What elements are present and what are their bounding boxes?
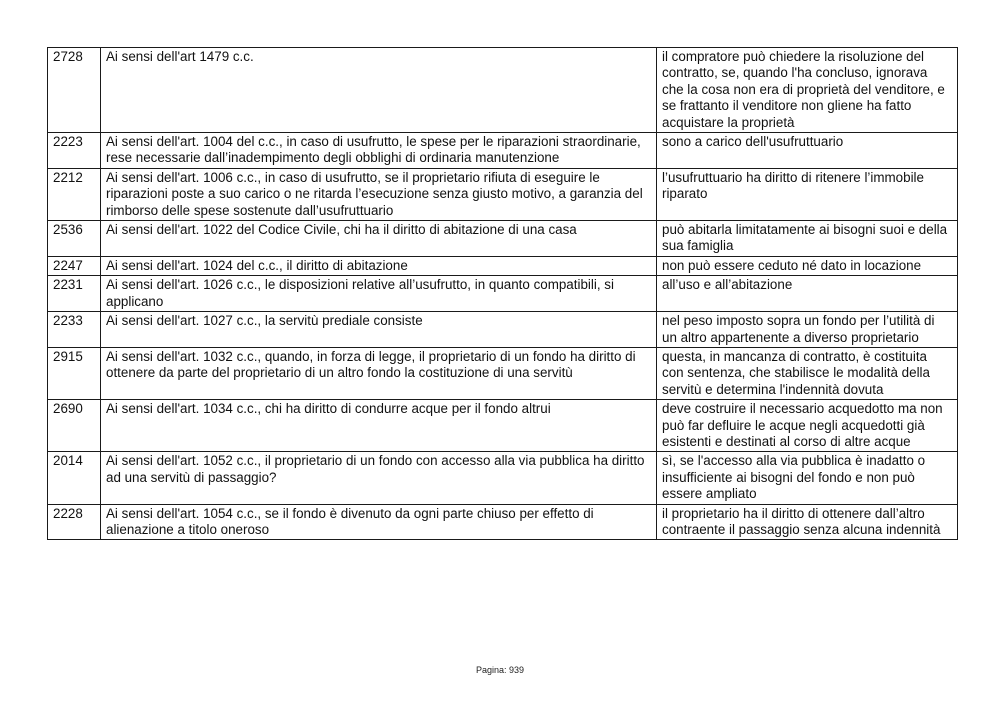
row-id: 2247 — [48, 256, 101, 275]
table-body — [48, 48, 958, 540]
row-question: Ai sensi dell'art. 1034 c.c., chi ha diritto di condurre acque per il fondo altrui — [101, 400, 657, 452]
question-answer-table — [47, 47, 958, 540]
row-id: 2212 — [48, 168, 101, 220]
row-question: Ai sensi dell'art. 1032 c.c., quando, in forza di legge, il proprietario di un fondo ha diritto di ottenere da parte del proprietario di un altro fondo la costituzione di una servitù — [101, 347, 657, 399]
table-row — [48, 276, 958, 312]
table-row — [48, 256, 958, 275]
row-answer: il proprietario ha il diritto di ottenere dall’altro contraente il passaggio senza alcuna indennità — [657, 504, 958, 540]
row-question: Ai sensi dell'art. 1052 c.c., il proprietario di un fondo con accesso alla via pubblica ha diritto ad una servitù di passaggio? — [101, 452, 657, 504]
row-id: 2690 — [48, 400, 101, 452]
row-id: 2233 — [48, 312, 101, 348]
row-answer: non può essere ceduto né dato in locazione — [657, 256, 958, 275]
page-number: Pagina: 939 — [475, 665, 525, 675]
table-row — [48, 452, 958, 504]
row-question: Ai sensi dell'art. 1027 c.c., la servitù prediale consiste — [101, 312, 657, 348]
row-question: Ai sensi dell'art. 1054 c.c., se il fondo è divenuto da ogni parte chiuso per effetto di alienazione a titolo oneroso — [101, 504, 657, 540]
table-row — [48, 400, 958, 452]
row-question: Ai sensi dell'art. 1006 c.c., in caso di usufrutto, se il proprietario rifiuta di eseguire le riparazioni poste a suo carico o ne ritarda l’esecuzione senza giusto motivo, a garanzia del rimborso delle spese sostenute dall’usufruttuario — [101, 168, 657, 220]
row-id: 2231 — [48, 276, 101, 312]
table-row — [48, 312, 958, 348]
table-row — [48, 504, 958, 540]
row-id: 2536 — [48, 221, 101, 257]
row-id: 2728 — [48, 48, 101, 133]
row-answer: sono a carico dell'usufruttuario — [657, 133, 958, 169]
row-answer: deve costruire il necessario acquedotto ma non può far defluire le acque negli acquedotti già esistenti e destinati al corso di altre acque — [657, 400, 958, 452]
row-question: Ai sensi dell'art 1479 c.c. — [101, 48, 657, 133]
row-answer: sì, se l'accesso alla via pubblica è inadatto o insufficiente ai bisogni del fondo e non può essere ampliato — [657, 452, 958, 504]
table-row — [48, 221, 958, 257]
row-id: 2223 — [48, 133, 101, 169]
row-question: Ai sensi dell'art. 1026 c.c., le disposizioni relative all’usufrutto, in quanto compatibili, si applicano — [101, 276, 657, 312]
row-question: Ai sensi dell'art. 1022 del Codice Civile, chi ha il diritto di abitazione di una casa — [101, 221, 657, 257]
table-row — [48, 48, 958, 133]
table-row — [48, 347, 958, 399]
row-answer: il compratore può chiedere la risoluzione del contratto, se, quando l'ha concluso, ignorava che la cosa non era di proprietà del venditore, e se frattanto il venditore non gliene ha fatto acquistare la proprietà — [657, 48, 958, 133]
row-answer: può abitarla limitatamente ai bisogni suoi e della sua famiglia — [657, 221, 958, 257]
row-question: Ai sensi dell'art. 1024 del c.c., il diritto di abitazione — [101, 256, 657, 275]
row-answer: nel peso imposto sopra un fondo per l’utilità di un altro appartenente a diverso proprietario — [657, 312, 958, 348]
row-answer: all’uso e all’abitazione — [657, 276, 958, 312]
table-row — [48, 133, 958, 169]
row-question: Ai sensi dell'art. 1004 del c.c., in caso di usufrutto, le spese per le riparazioni straordinarie, rese necessarie dall’inadempimento degli obblighi di ordinaria manutenzione — [101, 133, 657, 169]
row-answer: l’usufruttuario ha diritto di ritenere l’immobile riparato — [657, 168, 958, 220]
row-id: 2915 — [48, 347, 101, 399]
row-answer: questa, in mancanza di contratto, è costituita con sentenza, che stabilisce le modalità della servitù e determina l'indennità dovuta — [657, 347, 958, 399]
row-id: 2228 — [48, 504, 101, 540]
table-row — [48, 168, 958, 220]
row-id: 2014 — [48, 452, 101, 504]
